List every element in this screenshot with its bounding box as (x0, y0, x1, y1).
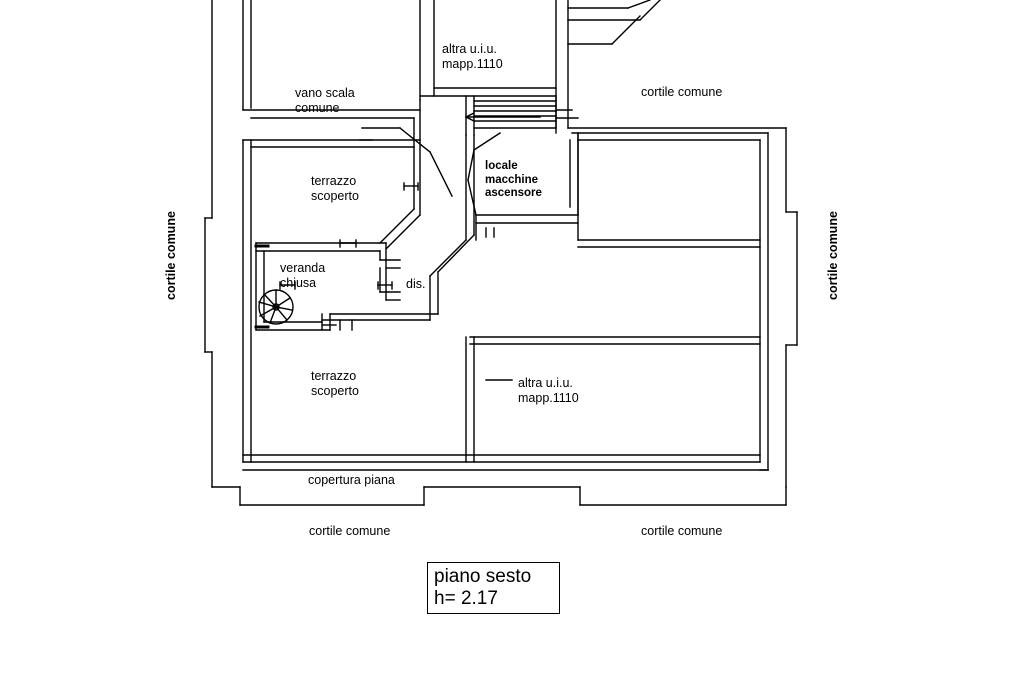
label-copertura-piana: copertura piana (308, 473, 395, 487)
title-block-line1: piano sesto (434, 566, 532, 587)
label-terrazzo-scoperto-upper: terrazzo scoperto (311, 174, 359, 203)
title-block-line2: h= 2.17 (434, 588, 498, 609)
label-dis: dis. (406, 277, 426, 291)
label-vano-scala-comune: vano scala comune (295, 86, 355, 115)
label-cortile-comune-left: cortile comune (164, 211, 178, 300)
label-veranda-chiusa: veranda chiusa (280, 261, 326, 290)
title-block (427, 562, 560, 614)
label-altra-uiu-top: altra u.i.u. mapp.1110 (442, 42, 503, 71)
label-altra-uiu-lower: altra u.i.u. mapp.1110 (518, 376, 579, 405)
label-cortile-comune-bottom-right: cortile comune (641, 524, 723, 538)
label-cortile-comune-bottom-left: cortile comune (309, 524, 391, 538)
label-cortile-comune-top-right: cortile comune (641, 85, 723, 99)
label-cortile-comune-right: cortile comune (826, 211, 840, 300)
label-locale-macchine-ascensore: locale macchine ascensore (485, 160, 542, 199)
label-terrazzo-scoperto-lower: terrazzo scoperto (311, 369, 359, 398)
